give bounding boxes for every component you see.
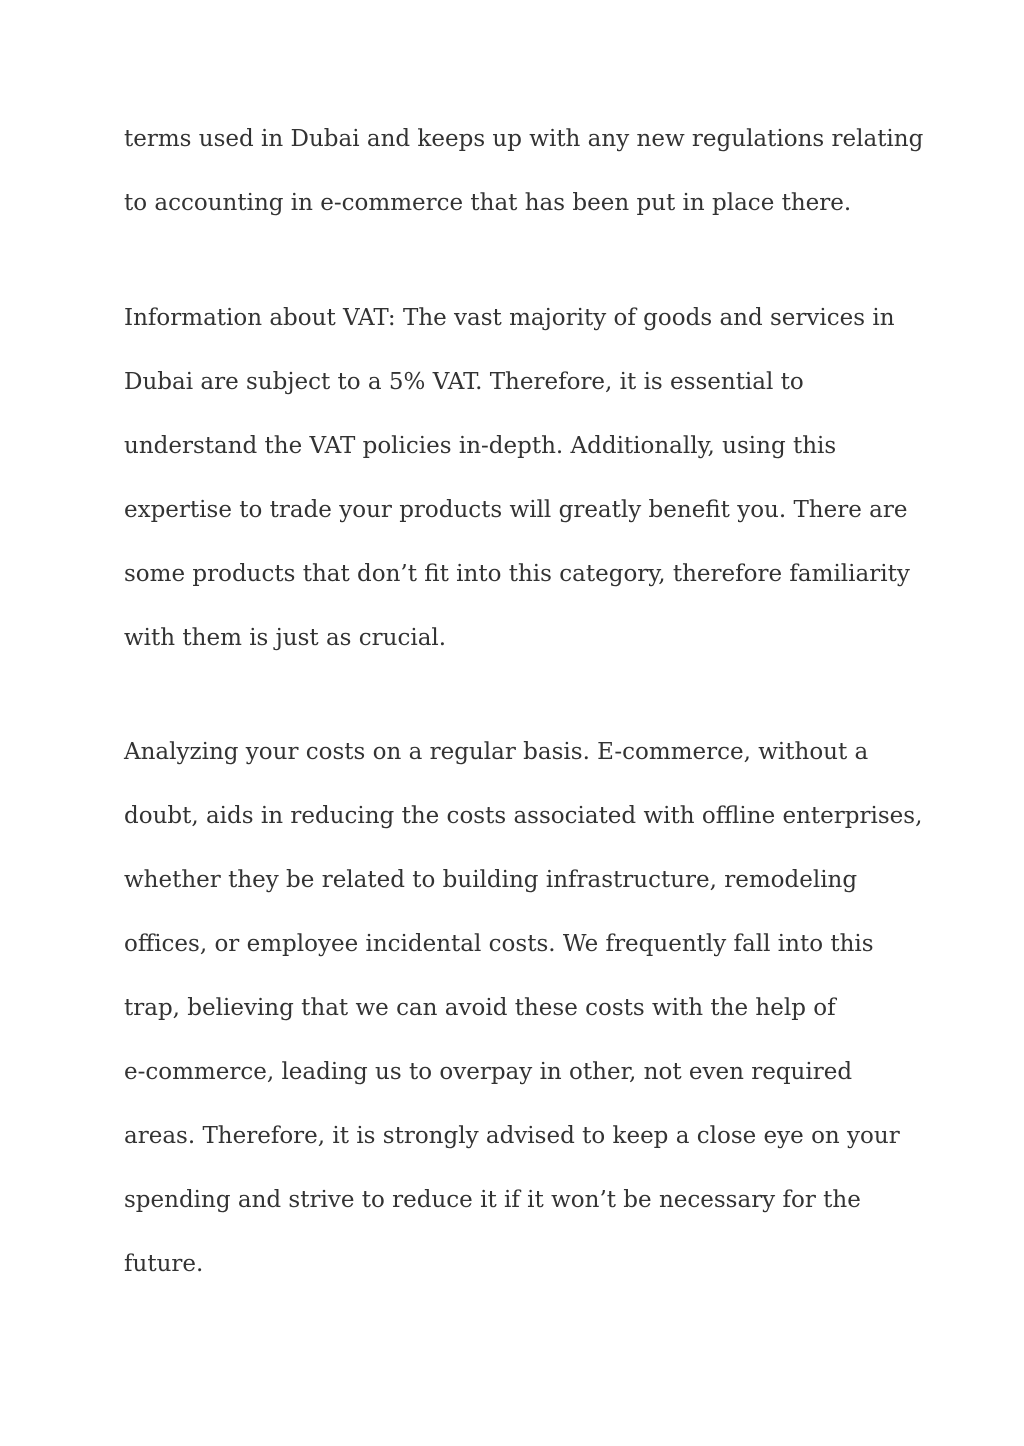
text-line: with them is just as crucial. [124, 625, 447, 651]
text-line: offices, or employee incidental costs. We frequently fall into this [124, 931, 874, 957]
text-line: expertise to trade your products will greatly benefit you. There are [124, 497, 908, 523]
text-line: understand the VAT policies in-depth. Additionally, using this [124, 433, 837, 459]
text-line: to accounting in e-commerce that has been put in place there. [124, 190, 852, 216]
text-line: terms used in Dubai and keeps up with any new regulations relating [124, 126, 924, 152]
text-line: spending and strive to reduce it if it won’t be necessary for the [124, 1187, 861, 1213]
text-line: Analyzing your costs on a regular basis. E-commerce, without a [124, 739, 869, 765]
text-line: doubt, aids in reducing the costs associated with offline enterprises, [124, 803, 923, 829]
text-line: Dubai are subject to a 5% VAT. Therefore, it is essential to [124, 369, 804, 395]
text-line: areas. Therefore, it is strongly advised to keep a close eye on your [124, 1123, 900, 1149]
text-line: Information about VAT: The vast majority of goods and services in [124, 305, 895, 331]
text-line: some products that don’t fit into this category, therefore familiarity [124, 561, 910, 587]
text-line: trap, believing that we can avoid these costs with the help of [124, 995, 836, 1021]
text-line: e-commerce, leading us to overpay in other, not even required [124, 1059, 853, 1085]
text-line: whether they be related to building infrastructure, remodeling [124, 867, 858, 893]
text-line: future. [124, 1251, 204, 1277]
